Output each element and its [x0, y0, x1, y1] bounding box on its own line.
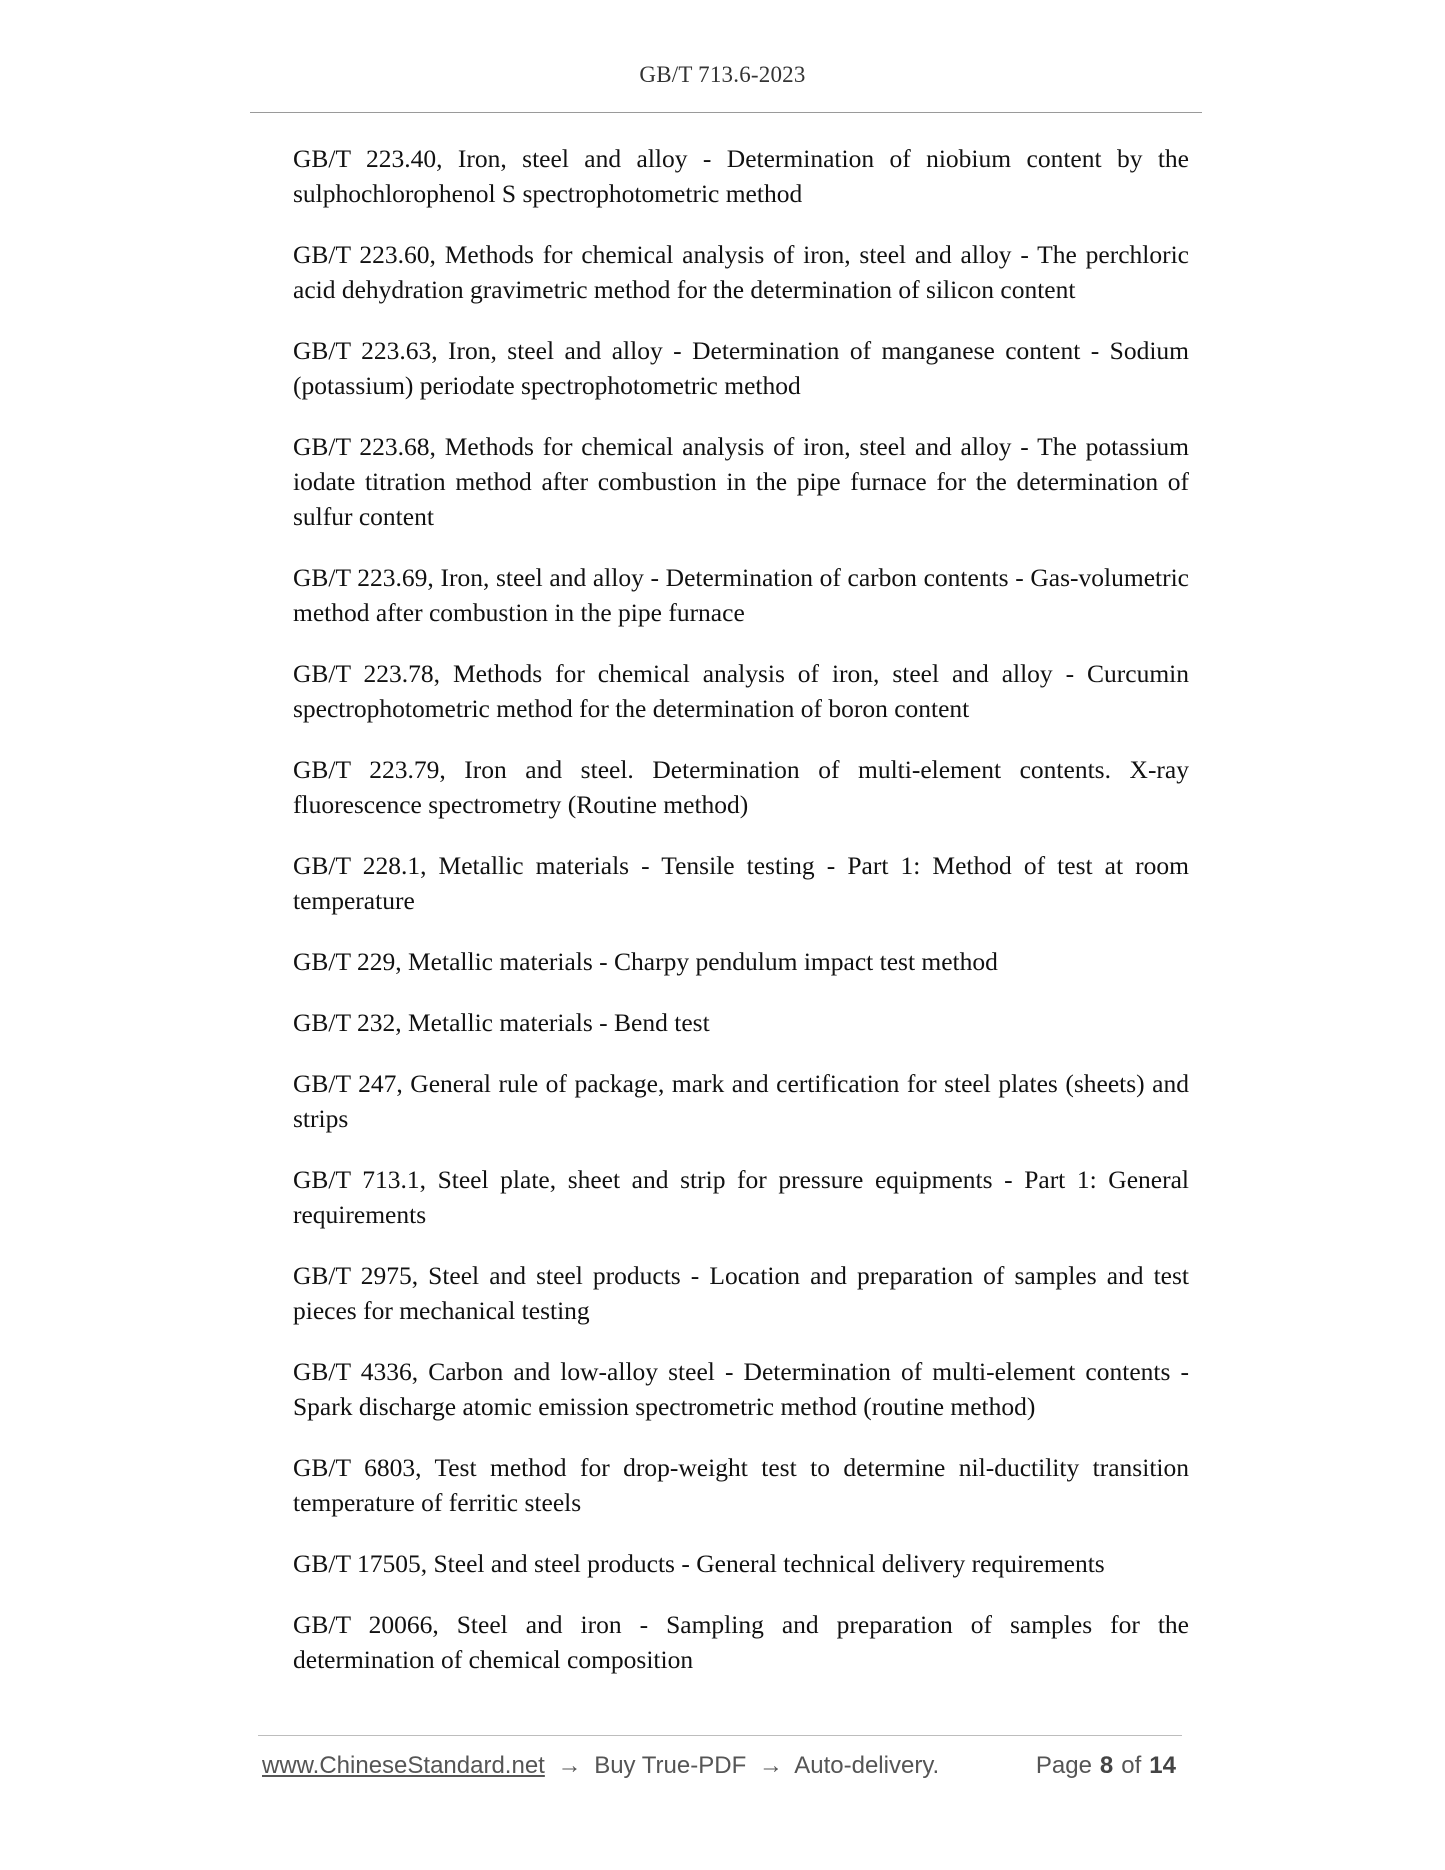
reference-item: GB/T 713.1, Steel plate, sheet and strip for pressure equipments - Part 1: General requirements: [293, 1165, 1189, 1229]
reference-item: GB/T 17505, Steel and steel products - General technical delivery requirements: [293, 1549, 1105, 1578]
page-number: [1036, 1752, 1176, 1780]
header-divider: [250, 112, 1202, 113]
reference-item: GB/T 232, Metallic materials - Bend test: [293, 1008, 710, 1037]
page-label: Page: [1035, 1752, 1092, 1779]
reference-item: GB/T 228.1, Metallic materials - Tensile testing - Part 1: Method of test at room temperature: [293, 851, 1189, 915]
buy-pdf-text: Buy True-PDF: [594, 1752, 747, 1779]
footer-divider: [258, 1735, 1182, 1736]
page-footer: [262, 1752, 1182, 1788]
reference-item: GB/T 247, General rule of package, mark and certification for steel plates (sheets) and strips: [293, 1069, 1189, 1133]
arrow-right-icon: →: [557, 1752, 582, 1779]
reference-item: GB/T 223.78, Methods for chemical analysis of iron, steel and alloy - Curcumin spectrophotometric method for the determination of boron content: [293, 659, 1189, 723]
page-of-label: of: [1121, 1752, 1142, 1779]
reference-item: GB/T 223.40, Iron, steel and alloy - Determination of niobium content by the sulphochlorophenol S spectrophotometric method: [293, 144, 1189, 208]
auto-delivery-text: Auto-delivery.: [794, 1752, 940, 1779]
reference-item: GB/T 2975, Steel and steel products - Location and preparation of samples and test pieces for mechanical testing: [293, 1261, 1189, 1325]
arrow-right-icon: →: [758, 1752, 783, 1779]
reference-item: GB/T 4336, Carbon and low-alloy steel - Determination of multi-element contents - Spark discharge atomic emission spectrometric method (routine method): [293, 1357, 1189, 1421]
footer-promo: [262, 1752, 939, 1780]
website-link[interactable]: www.ChineseStandard.net: [262, 1752, 545, 1779]
total-pages: 14: [1149, 1752, 1176, 1779]
reference-item: GB/T 223.68, Methods for chemical analysis of iron, steel and alloy - The potassium iodate titration method after combustion in the pipe furnace for the determination of sulfur content: [293, 432, 1189, 531]
normative-references-list: [293, 141, 1189, 1703]
reference-item: GB/T 223.69, Iron, steel and alloy - Determination of carbon contents - Gas-volumetric method after combustion in the pipe furnace: [293, 563, 1189, 627]
reference-item: GB/T 223.60, Methods for chemical analysis of iron, steel and alloy - The perchloric acid dehydration gravimetric method for the determination of silicon content: [293, 240, 1189, 304]
reference-item: GB/T 229, Metallic materials - Charpy pendulum impact test method: [293, 947, 998, 976]
reference-item: GB/T 223.63, Iron, steel and alloy - Determination of manganese content - Sodium (potassium) periodate spectrophotometric method: [293, 336, 1189, 400]
reference-item: GB/T 223.79, Iron and steel. Determination of multi-element contents. X-ray fluorescence spectrometry (Routine method): [293, 755, 1189, 819]
current-page: 8: [1099, 1752, 1114, 1779]
reference-item: GB/T 6803, Test method for drop-weight test to determine nil-ductility transition temperature of ferritic steels: [293, 1453, 1189, 1517]
reference-item: GB/T 20066, Steel and iron - Sampling and preparation of samples for the determination of chemical composition: [293, 1610, 1189, 1674]
page-header: GB/T 713.6-2023: [639, 62, 806, 87]
